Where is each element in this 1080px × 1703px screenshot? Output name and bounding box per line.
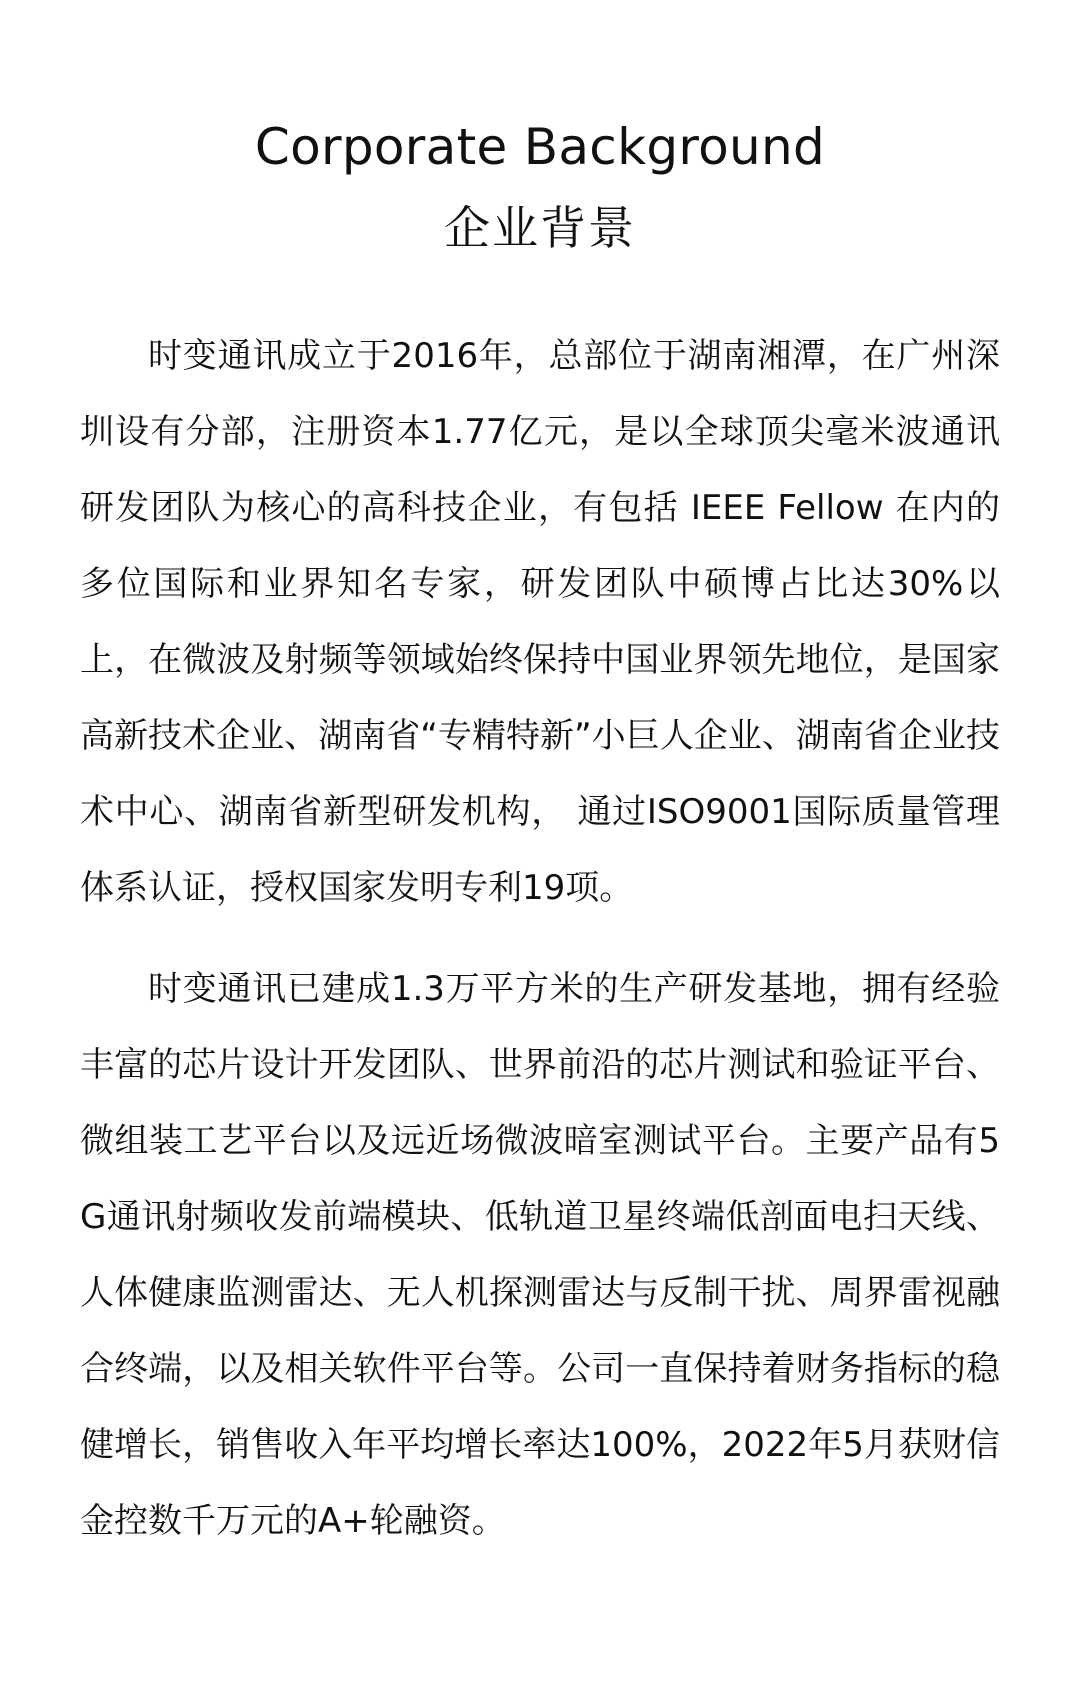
paragraph-facilities-products: 时变通讯已建成1.3万平方米的生产研发基地，拥有经验丰富的芯片设计开发团队、世界前沿的芯片测试和验证平台、微组装工艺平台以及远近场微波暗室测试平台。主要产品有5G通讯射频收发前端模块、低轨道卫星终端低剖面电扫天线、人体健康监测雷达、无人机探测雷达与反制干扰、周界雷视融合终端，以及相关软件平台等。公司一直保持着财务指标的稳健增长，销售收入年平均增长率达100%，2022年5月获财信金控数千万元的A+轮融资。 [80,969,1000,1541]
title-english: Corporate Background [254,118,826,176]
paragraph-company-overview: 时变通讯成立于2016年，总部位于湖南湘潭，在广州深圳设有分部，注册资本1.77亿元，是以全球顶尖毫米波通讯研发团队为核心的高科技企业，有包括 IEEE Fellow 在内的多位国际和业界知名专家，研发团队中硕博占比达30%以上，在微波及射频等领域始终保持中国业界领先地位，是国家高新技术企业、湖南省“专精特新”小巨人企业、湖南省企业技术中心、湖南省新型研发机构， 通过ISO9001国际质量管理体系认证，授权国家发明专利19项。 [80,336,1000,908]
title-chinese: 企业背景 [444,201,636,255]
